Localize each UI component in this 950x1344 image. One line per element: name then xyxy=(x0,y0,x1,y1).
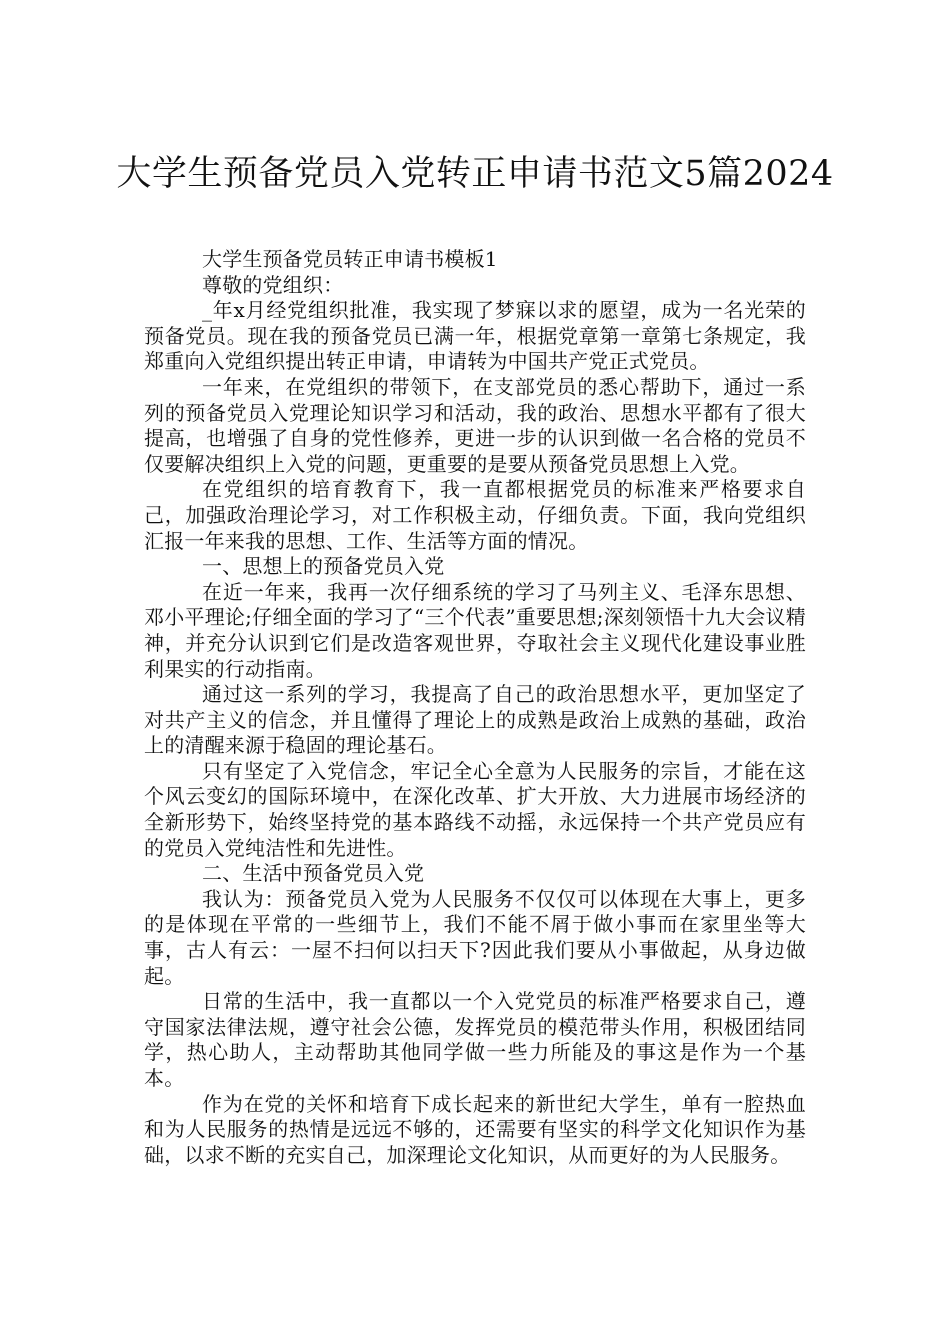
salutation: 尊敬的党组织： xyxy=(202,272,344,297)
document-body xyxy=(144,247,806,1168)
template-heading: 大学生预备党员转正申请书模板1 xyxy=(202,247,498,271)
body-paragraph: 在近一年来，我再一次仔细系统的学习了马列主义、毛泽东思想、邓小平理论;仔细全面的学习了“三个代表”重要思想;深刻领悟十九大会议精神，并充分认识到它们是改造客观世界，夺取社会主义现代化建设事业胜利果实的行动指南。 xyxy=(144,579,806,681)
body-paragraph: 作为在党的关怀和培育下成长起来的新世纪大学生，单有一腔热血和为人民服务的热情是远远不够的，还需要有坚实的科学文化知识作为基础，以求不断的充实自己，加深理论文化知识，从而更好的为人民服务。 xyxy=(144,1091,806,1167)
document-title: 大学生预备党员入党转正申请书范文5篇2024 xyxy=(116,154,834,195)
body-paragraph: 通过这一系列的学习，我提高了自己的政治思想水平，更加坚定了对共产主义的信念，并且懂得了理论上的成熟是政治上成熟的基础，政治上的清醒来源于稳固的理论基石。 xyxy=(144,682,806,758)
section-heading: 二、生活中预备党员入党 xyxy=(202,861,425,886)
body-paragraph: 日常的生活中，我一直都以一个入党党员的标准严格要求自己，遵守国家法律法规，遵守社会公德，发挥党员的模范带头作用，积极团结同学，热心助人，主动帮助其他同学做一些力所能及的事这是作为一个基本。 xyxy=(144,989,806,1090)
section-heading: 一、思想上的预备党员入党 xyxy=(202,554,445,579)
body-paragraph: 我认为：预备党员入党为人民服务不仅仅可以体现在大事上，更多的是体现在平常的一些细节上，我们不能不屑于做小事而在家里坐等大事，古人有云：一屋不扫何以扫天下?因此我们要从小事做起，从身边做起。 xyxy=(144,886,806,988)
body-paragraph: _年x月经党组织批准，我实现了梦寐以求的愿望，成为一名光荣的预备党员。现在我的预备党员已满一年，根据党章第一章第七条规定，我郑重向入党组织提出转正申请，申请转为中国共产党正式党员。 xyxy=(144,298,806,374)
body-paragraph: 一年来，在党组织的带领下，在支部党员的悉心帮助下，通过一系列的预备党员入党理论知识学习和活动，我的政治、思想水平都有了很大提高，也增强了自身的党性修养，更进一步的认识到做一名合格的党员不仅要解决组织上入党的问题，更重要的是要从预备党员思想上入党。 xyxy=(144,374,806,476)
body-paragraph: 在党组织的培育教育下，我一直都根据党员的标准来严格要求自己，加强政治理论学习，对工作积极主动，仔细负责。下面，我向党组织汇报一年来我的思想、工作、生活等方面的情况。 xyxy=(144,477,806,553)
body-paragraph: 只有坚定了入党信念，牢记全心全意为人民服务的宗旨，才能在这个风云变幻的国际环境中，在深化改革、扩大开放、大力进展市场经济的全新形势下，始终坚持党的基本路线不动摇，永远保持一个共产党员应有的党员入党纯洁性和先进性。 xyxy=(144,758,806,860)
